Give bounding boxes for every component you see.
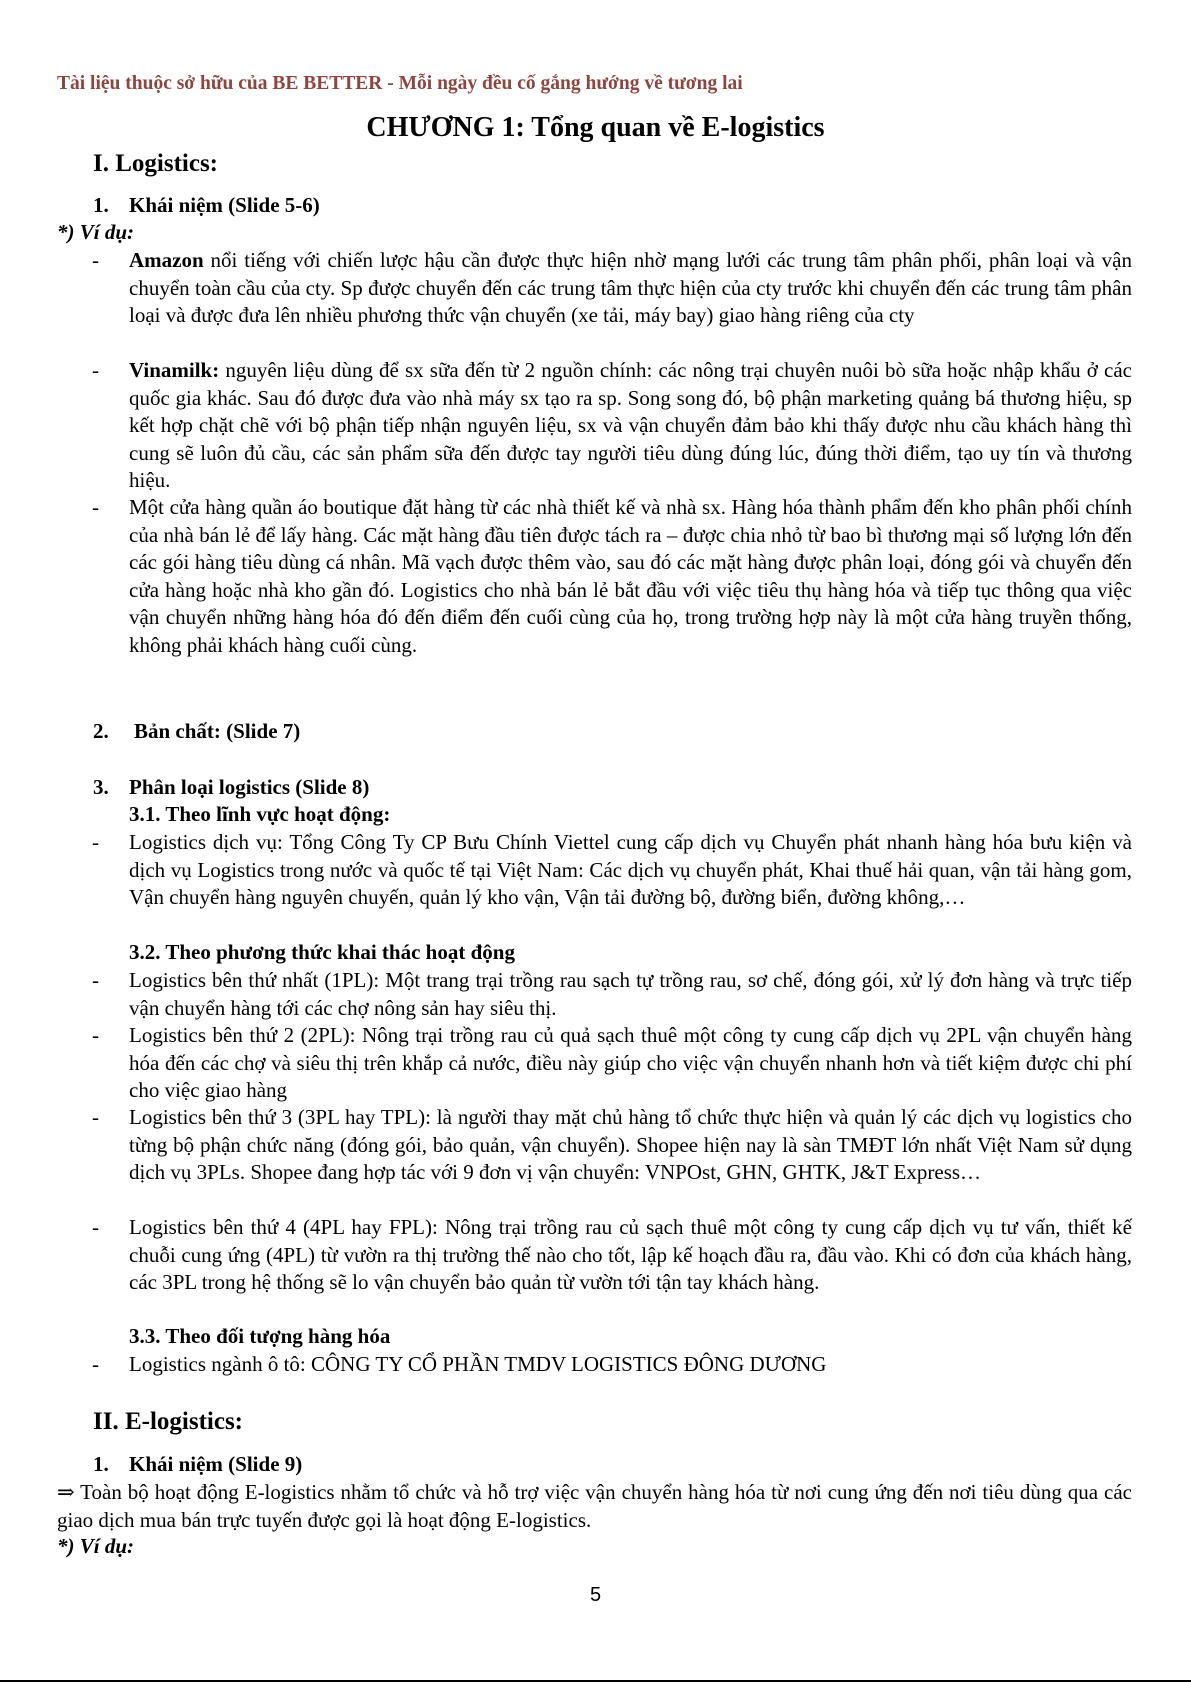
definition-paragraph: ⇒ Toàn bộ hoạt động E-logistics nhằm tổ chức và hỗ trợ việc vận chuyển hàng hóa từ nơi cung ứng đến nơi tiêu dùng qua các giao dịch mua bán trực tuyến được gọi là hoạt động E-logistics.: [57, 1480, 1132, 1532]
section-title-logistics: I. Logistics:: [93, 150, 218, 177]
bullet-dash: -: [92, 1215, 99, 1239]
bullet-dash: -: [92, 358, 99, 382]
heading-text: Khái niệm (Slide 5-6): [129, 193, 320, 217]
bullet-vinamilk: [129, 357, 1132, 495]
bullet-dash: -: [92, 968, 99, 992]
subheading-3-2: 3.2. Theo phương thức khai thác hoạt động: [129, 940, 515, 964]
bullet-viettel: Logistics dịch vụ: Tổng Công Ty CP Bưu Chính Viettel cung cấp dịch vụ Chuyển phát nhanh hàng hóa bưu kiện và dịch vụ Logistics trong nước và quốc tế tại Việt Nam: Các dịch vụ chuyển phát, Khai thuế hải quan, vận tải hàng gom, Vận chuyển hàng nguyên chuyến, quản lý kho vận, Vận tải đường bộ, đường biển, đường không,…: [129, 830, 1132, 909]
heading-number: 1.: [93, 1452, 109, 1476]
bullet-boutique: Một cửa hàng quần áo boutique đặt hàng từ các nhà thiết kế và nhà sx. Hàng hóa thành phẩm đến kho phân phối chính của nhà bán lẻ để lấy hàng. Các mặt hàng đầu tiên được tách ra – được chia nhỏ từ bao bì thương mại số lượng lớn đến các gói hàng tiêu dùng cá nhân. Mã vạch được thêm vào, sau đó các mặt hàng được phân loại, đóng gói và chuyển đến cửa hàng hoặc nhà kho gần đó. Logistics cho nhà bán lẻ bắt đầu với việc tiêu thụ hàng hóa và tiếp tục thông qua việc vận chuyển những hàng hóa đó đến điểm đến cuối cùng của họ, trong trường hợp này là một cửa hàng truyền thống, không phải khách hàng cuối cùng.: [129, 495, 1132, 657]
heading-number: 3.: [93, 775, 109, 799]
heading-text: Khái niệm (Slide 9): [129, 1452, 303, 1476]
chapter-title: CHƯƠNG 1: Tổng quan về E-logistics: [366, 112, 825, 143]
bullet-amazon: [129, 247, 1132, 330]
bullet-4pl: Logistics bên thứ 4 (4PL hay FPL): Nông trại trồng rau củ sạch thuê một công ty cung cấp dịch vụ tư vấn, thiết kế chuỗi cung ứng (4PL) từ vườn ra thị trường thế nào cho tốt, lập kế hoạch đầu ra, đầu vào. Khi có đơn của khách hàng, các 3PL trong hệ thống sẽ lo vận chuyển bảo quản từ vườn tới tận tay khách hàng.: [129, 1215, 1132, 1294]
bullet-oto: Logistics ngành ô tô: CÔNG TY CỔ PHẦN TMDV LOGISTICS ĐÔNG DƯƠNG: [129, 1352, 827, 1376]
subheading-3-3: 3.3. Theo đối tượng hàng hóa: [129, 1324, 391, 1348]
example-label: *) Ví dụ:: [57, 1534, 135, 1558]
heading-text: Phân loại logistics (Slide 8): [129, 775, 370, 799]
bullet-bold-lead: Amazon: [129, 248, 204, 272]
bullet-dash: -: [92, 248, 99, 272]
heading-number: 1.: [93, 193, 109, 217]
bullet-3pl: Logistics bên thứ 3 (3PL hay TPL): là người thay mặt chủ hàng tổ chức thực hiện và quản lý các dịch vụ logistics cho từng bộ phận chức năng (đóng gói, bảo quản, vận chuyển). Shopee hiện nay là sàn TMĐT lớn nhất Việt Nam sử dụng dịch vụ 3PLs. Shopee đang hợp tác với 9 đơn vị vận chuyển: VNPOst, GHN, GHTK, J&T Express…: [129, 1105, 1132, 1184]
bullet-dash: -: [92, 830, 99, 854]
example-label: *) Ví dụ:: [57, 220, 135, 244]
bullet-dash: -: [92, 1105, 99, 1129]
bullet-2pl: Logistics bên thứ 2 (2PL): Nông trại trồng rau củ quả sạch thuê một công ty cung cấp dịch vụ 2PL vận chuyển hàng hóa đến các chợ và siêu thị trên khắp cả nước, điều này giúp cho việc vận chuyển nhanh hơn và tiết kiệm được chi phí cho việc giao hàng: [129, 1023, 1132, 1102]
subheading-3-1: 3.1. Theo lĩnh vực hoạt động:: [129, 802, 391, 826]
bullet-1pl: Logistics bên thứ nhất (1PL): Một trang trại trồng rau sạch tự trồng rau, sơ chế, đóng gói, xử lý đơn hàng và trực tiếp vận chuyển hàng tới các chợ nông sản hay siêu thị.: [129, 968, 1132, 1020]
page-header: Tài liệu thuộc sở hữu của BE BETTER - Mỗi ngày đều cố gắng hướng về tương lai: [57, 73, 743, 94]
footer-rule: [0, 1680, 1191, 1682]
heading-text: Bản chất: (Slide 7): [134, 719, 301, 743]
page-number: 5: [589, 1584, 602, 1606]
bullet-dash: -: [92, 495, 99, 519]
bullet-dash: -: [92, 1023, 99, 1047]
bullet-bold-lead: Vinamilk:: [129, 358, 220, 382]
section-title-e-logistics: II. E-logistics:: [93, 1408, 243, 1435]
bullet-text: nổi tiếng với chiến lược hậu cần được thực hiện nhờ mạng lưới các trung tâm phân phối, phân loại và vận chuyển toàn cầu của cty. Sp được chuyển đến các trung tâm thực hiện của cty trước khi chuyển đến các trung tâm phân loại và được đưa lên nhiều phương thức vận chuyển (xe tải, máy bay) giao hàng riêng của cty: [129, 248, 1132, 327]
bullet-dash: -: [92, 1352, 99, 1376]
bullet-text: nguyên liệu dùng để sx sữa đến từ 2 nguồn chính: các nông trại chuyên nuôi bò sữa hoặc nhập khẩu ở các quốc gia khác. Sau đó được đưa vào nhà máy sx tạo ra sp. Song song đó, bộ phận marketing quảng bá thương hiệu, sp kết hợp chặt chẽ với bộ phận tiếp nhận nguyên liệu, sx và vận chuyển đảm bảo khi thấy được nhu cầu khách hàng thì cung sẽ luôn đủ cầu, các sản phẩm sữa đến được tay người tiêu dùng đúng lúc, đúng thời điểm, tạo uy tín và thương hiệu.: [129, 358, 1132, 492]
heading-number: 2.: [93, 719, 109, 743]
